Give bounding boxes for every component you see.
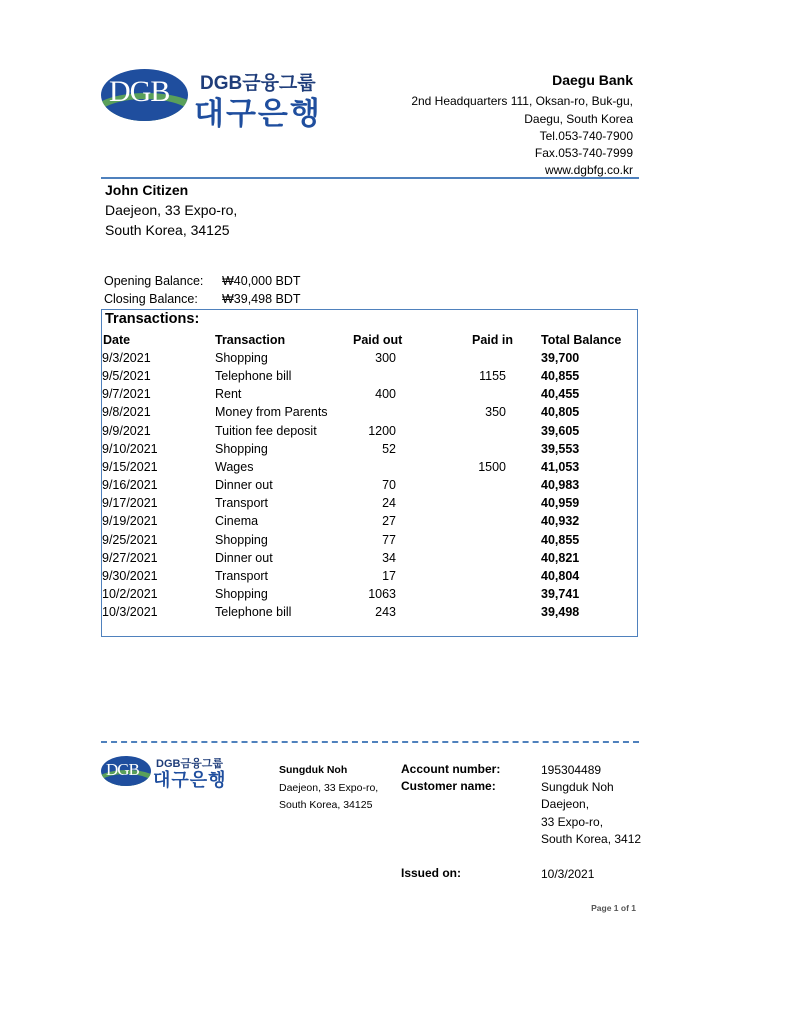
row-date: 9/9/2021 xyxy=(102,423,151,438)
row-date: 9/8/2021 xyxy=(102,405,151,420)
row-total-balance: 39,553 xyxy=(541,441,580,456)
row-total-balance: 41,053 xyxy=(541,459,580,474)
row-description: Transport xyxy=(215,496,269,511)
customer-name-value xyxy=(541,779,641,848)
row-paid-out: 243 xyxy=(375,605,396,620)
row-total-balance: 40,821 xyxy=(541,550,580,565)
customer-name-line: South Korea, 3412 xyxy=(541,831,642,846)
issued-on-label: Issued on: xyxy=(401,866,462,880)
tear-off-divider xyxy=(101,741,639,743)
header-date: Date xyxy=(103,333,131,347)
bank-website: www.dgbfg.co.kr xyxy=(544,163,633,178)
row-description: Shopping xyxy=(215,532,268,547)
footer-officer-address-line2: South Korea, 34125 xyxy=(279,799,373,811)
table-row xyxy=(102,569,637,587)
closing-balance-label: Closing Balance: xyxy=(104,292,198,306)
row-description: Dinner out xyxy=(215,550,273,565)
row-paid-out: 24 xyxy=(382,496,396,511)
row-paid-out: 52 xyxy=(382,441,396,456)
row-date: 9/19/2021 xyxy=(102,514,158,529)
row-description: Shopping xyxy=(215,441,268,456)
header-paid-in: Paid in xyxy=(472,333,513,347)
table-row xyxy=(102,551,637,569)
header-transaction: Transaction xyxy=(215,333,286,347)
row-description: Shopping xyxy=(215,586,268,601)
row-description: Money from Parents xyxy=(215,405,328,420)
customer-name-label: Customer name: xyxy=(401,779,496,793)
row-total-balance: 40,804 xyxy=(541,568,580,583)
row-paid-out: 1063 xyxy=(368,586,396,601)
transactions-title: Transactions: xyxy=(105,311,200,327)
row-date: 9/7/2021 xyxy=(102,387,151,402)
customer-name-line: Daejeon, xyxy=(541,797,590,812)
row-description: Wages xyxy=(215,459,254,474)
row-date: 9/15/2021 xyxy=(102,459,158,474)
account-number-value: 195304489 xyxy=(541,763,602,777)
row-paid-out: 27 xyxy=(382,514,396,529)
row-paid-out: 1200 xyxy=(368,423,396,438)
logo-korean-name: 대구은행 xyxy=(194,96,322,131)
footer-logo-group-text: DGB금융그룹 xyxy=(156,758,223,770)
table-row xyxy=(102,587,637,605)
row-paid-out: 77 xyxy=(382,532,396,547)
header-total-balance: Total Balance xyxy=(541,333,622,347)
table-row xyxy=(102,424,637,442)
bank-fax: Fax.053-740-7999 xyxy=(534,146,633,161)
row-date: 9/16/2021 xyxy=(102,478,158,493)
customer-address-line1: Daejeon, 33 Expo-ro, xyxy=(105,202,238,218)
footer-officer-name: Sungduk Noh xyxy=(279,764,348,776)
row-description: Rent xyxy=(215,387,242,402)
table-row xyxy=(102,533,637,551)
footer-logo-korean-name: 대구은행 xyxy=(153,770,227,790)
row-total-balance: 40,932 xyxy=(541,514,580,529)
footer-dgb-logo-mark xyxy=(101,756,151,786)
table-row xyxy=(102,369,637,387)
row-date: 9/27/2021 xyxy=(102,550,158,565)
transactions-table xyxy=(101,309,638,637)
dgb-logo-mark xyxy=(101,69,188,121)
footer-logo-mark-text: DGB xyxy=(106,760,139,779)
row-description: Cinema xyxy=(215,514,259,529)
table-row xyxy=(102,405,637,423)
bank-tel: Tel.053-740-7900 xyxy=(539,128,633,143)
issued-on-value: 10/3/2021 xyxy=(541,867,595,881)
table-row xyxy=(102,351,637,369)
table-row xyxy=(102,605,637,623)
customer-name-line: 33 Expo-ro, xyxy=(541,814,604,829)
row-total-balance: 39,605 xyxy=(541,423,580,438)
customer-name-line: Sungduk Noh xyxy=(541,780,614,794)
row-description: Telephone bill xyxy=(215,605,292,620)
bank-address-line2: Daegu, South Korea xyxy=(524,111,633,126)
row-paid-in: 350 xyxy=(485,405,506,420)
row-date: 9/25/2021 xyxy=(102,532,158,547)
customer-address-line2: South Korea, 34125 xyxy=(105,222,230,238)
header-divider xyxy=(101,177,639,179)
row-date: 10/2/2021 xyxy=(102,586,158,601)
bank-address-block xyxy=(411,72,633,180)
row-paid-out: 300 xyxy=(375,351,396,365)
row-description: Shopping xyxy=(215,351,268,365)
account-number-label: Account number: xyxy=(401,762,501,776)
row-paid-in: 1155 xyxy=(479,369,506,384)
row-date: 9/10/2021 xyxy=(102,441,158,456)
table-row xyxy=(102,442,637,460)
table-row xyxy=(102,496,637,514)
row-description: Transport xyxy=(215,568,269,583)
row-total-balance: 40,455 xyxy=(541,387,580,402)
row-date: 9/17/2021 xyxy=(102,496,158,511)
footer-officer-block xyxy=(279,762,378,815)
row-total-balance: 40,805 xyxy=(541,405,580,420)
bank-address-line1: 2nd Headquarters 111, Oksan-ro, Buk-gu, xyxy=(411,94,633,109)
row-total-balance: 40,855 xyxy=(541,369,580,384)
row-description: Telephone bill xyxy=(215,369,292,384)
row-total-balance: 40,959 xyxy=(541,496,580,511)
row-paid-out: 70 xyxy=(382,478,396,493)
row-description: Tuition fee deposit xyxy=(215,423,317,438)
row-total-balance: 40,855 xyxy=(541,532,580,547)
row-date: 9/5/2021 xyxy=(102,369,151,384)
table-row xyxy=(102,514,637,532)
row-paid-in: 1500 xyxy=(478,459,506,474)
opening-balance-value: ₩40,000 BDT xyxy=(222,274,301,288)
row-date: 9/3/2021 xyxy=(102,351,151,365)
page-number: Page 1 of 1 xyxy=(591,903,636,913)
customer-block xyxy=(105,180,237,240)
opening-balance-label: Opening Balance: xyxy=(104,274,204,288)
table-row xyxy=(102,478,637,496)
row-date: 9/30/2021 xyxy=(102,568,158,583)
footer-officer-address-line1: Daejeon, 33 Expo-ro, xyxy=(279,781,379,794)
row-total-balance: 39,741 xyxy=(541,586,580,601)
row-total-balance: 39,700 xyxy=(541,351,580,365)
table-row xyxy=(102,460,637,478)
row-paid-out: 17 xyxy=(382,568,396,583)
logo-group-text: DGB금융그룹 xyxy=(200,73,316,94)
row-paid-out: 400 xyxy=(375,387,396,402)
header-paid-out: Paid out xyxy=(353,333,403,347)
closing-balance-value: ₩39,498 BDT xyxy=(222,292,301,306)
table-row xyxy=(102,387,637,405)
row-total-balance: 40,983 xyxy=(541,478,580,493)
row-description: Dinner out xyxy=(215,478,273,493)
row-date: 10/3/2021 xyxy=(102,605,158,620)
bank-name: Daegu Bank xyxy=(552,72,633,88)
row-total-balance: 39,498 xyxy=(541,605,580,620)
customer-name: John Citizen xyxy=(105,182,189,198)
row-paid-out: 34 xyxy=(382,550,396,565)
logo-mark-text: DGB xyxy=(109,75,170,108)
